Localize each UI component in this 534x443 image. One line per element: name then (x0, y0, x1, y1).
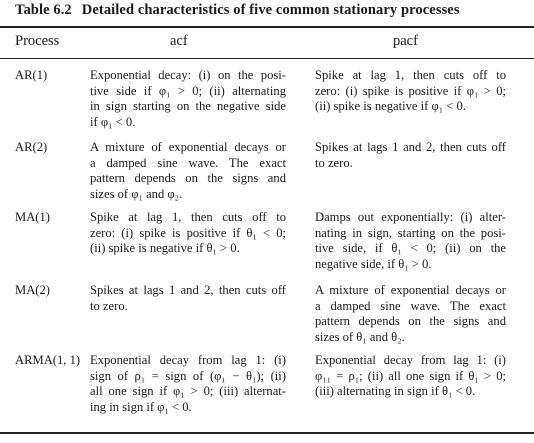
acf-line: (ii) spike is negative if θ₁ > 0. (90, 241, 240, 256)
acf-line: pattern depends on the signs and (90, 171, 286, 186)
acf-line: ing in sign if φ₁ < 0. (90, 399, 192, 414)
pacf-line: tive side, if θ₁ < 0; (ii) on the (315, 241, 506, 256)
column-header-process: Process (15, 33, 60, 49)
pacf-line: to zero. (315, 155, 353, 170)
pacf-line: Spikes at lags 1 and 2, then cuts off (315, 140, 506, 154)
acf-line: if φ₁ < 0. (90, 114, 136, 129)
acf-line: Exponential decay: (i) on the posi- (90, 68, 286, 82)
pacf-line: nating in sign, starting on the posi- (315, 225, 506, 240)
process-name: MA(1) (15, 210, 50, 224)
pacf-line: A mixture of exponential decays or (315, 283, 506, 297)
acf-line: sign of ρ₁ = sign of (φ₁ − θ₁); (ii) (90, 368, 286, 383)
acf-line: all one sign if φ₁ > 0; (iii) alternat- (90, 384, 286, 399)
pacf-line: zero: (i) spike is positive if φ₁ > 0; (315, 83, 506, 98)
pacf-description (315, 140, 506, 171)
process-name: AR(2) (15, 140, 48, 154)
pacf-line: (ii) spike is negative if φ₁ < 0. (315, 99, 466, 114)
acf-line: zero: (i) spike is positive if θ₁ < 0; (90, 225, 286, 240)
column-header-acf: acf (170, 33, 188, 49)
acf-line: Exponential decay from lag 1: (i) (90, 353, 286, 367)
acf-line: to zero. (90, 298, 128, 313)
table-caption (15, 2, 460, 19)
process-name: AR(1) (15, 68, 48, 82)
acf-line: a damped sine wave. The exact (90, 155, 286, 170)
acf-description (90, 140, 286, 202)
acf-description (90, 68, 286, 130)
pacf-description (315, 283, 506, 345)
acf-line: Spike at lag 1, then cuts off to (90, 210, 286, 224)
acf-line: in sign starting on the negative side (90, 99, 286, 114)
acf-description (90, 210, 286, 257)
pacf-line: (iii) alternating in sign if θ₁ < 0. (315, 384, 476, 399)
pacf-line: pattern depends on the signs and (315, 314, 506, 329)
acf-line: tive side if φ₁ > 0; (ii) alternating (90, 83, 286, 98)
pacf-line: Exponential decay from lag 1: (i) (315, 353, 506, 367)
process-name: ARMA(1, 1) (15, 353, 81, 367)
pacf-description (315, 353, 506, 400)
acf-line: Spikes at lags 1 and 2, then cuts off (90, 283, 286, 297)
pacf-description (315, 210, 506, 272)
acf-description (90, 353, 286, 415)
pacf-line: negative side, if θ₁ > 0. (315, 256, 432, 271)
process-name: MA(2) (15, 283, 50, 297)
table-number: Table 6.2 (15, 2, 72, 18)
pacf-line: sizes of θ₁ and θ₂. (315, 329, 405, 344)
column-header-pacf: pacf (393, 33, 418, 49)
pacf-line: Damps out exponentially: (i) alter- (315, 210, 506, 224)
header-rule (0, 58, 534, 59)
bottom-rule (0, 432, 534, 434)
pacf-line: φ₁₁ = ρ₁; (ii) all one sign if θ₁ > 0; (315, 368, 506, 383)
table-title: Detailed characteristics of five common stationary processes (81, 2, 460, 18)
acf-line: sizes of φ₁ and φ₂. (90, 186, 183, 201)
pacf-line: a damped sine wave. The exact (315, 298, 506, 313)
pacf-description (315, 68, 506, 115)
top-rule (0, 26, 534, 28)
pacf-line: Spike at lag 1, then cuts off to (315, 68, 506, 82)
acf-line: A mixture of exponential decays or (90, 140, 286, 154)
acf-description (90, 283, 286, 314)
